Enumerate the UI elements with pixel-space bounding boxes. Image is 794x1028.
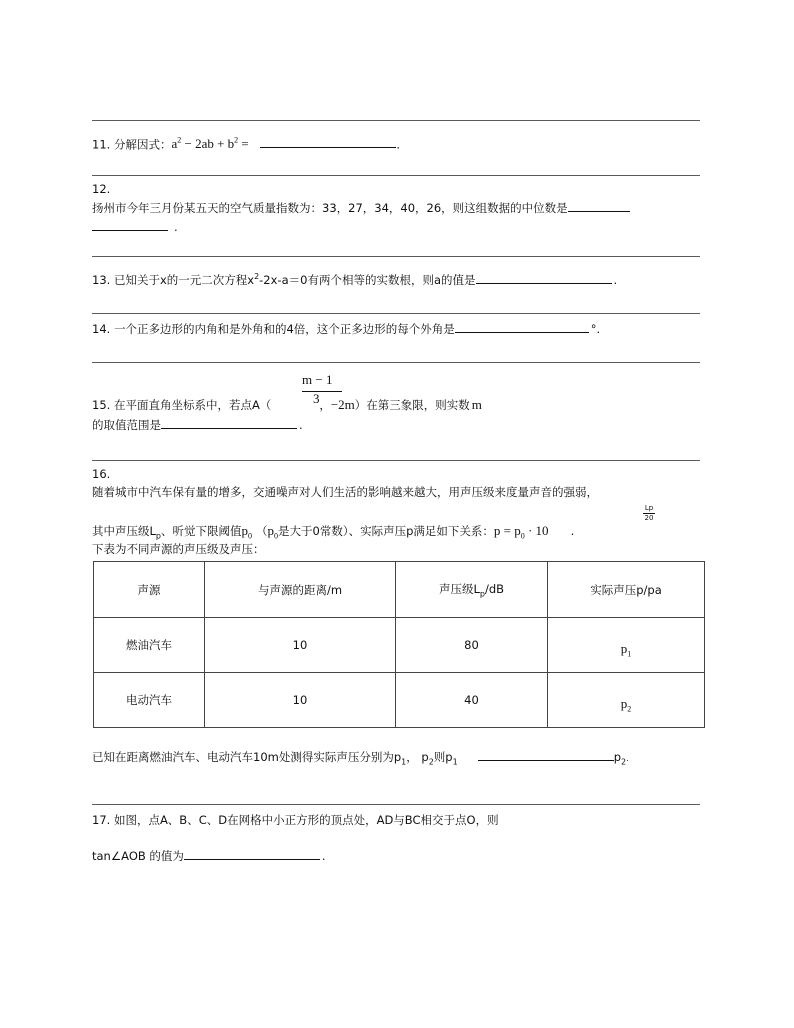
p0-symbol: $p_0$ bbox=[241, 523, 252, 541]
question-12-number: 12. bbox=[92, 182, 111, 196]
divider bbox=[92, 175, 700, 176]
question-15-continued: 的取值范围是 . bbox=[92, 418, 303, 432]
answer-blank[interactable] bbox=[161, 416, 297, 429]
answer-blank[interactable] bbox=[478, 748, 614, 761]
answer-blank[interactable] bbox=[455, 320, 589, 333]
table-header: 实际声压p/pa bbox=[548, 562, 705, 618]
fraction-denominator: 3 bbox=[313, 391, 320, 406]
divider bbox=[92, 362, 700, 363]
table-cell: 10 bbox=[205, 618, 396, 673]
question-text: 11. 分解因式： bbox=[92, 137, 172, 152]
table-cell: 电动汽车 bbox=[94, 673, 205, 728]
answer-blank[interactable] bbox=[92, 218, 168, 231]
answer-blank[interactable] bbox=[568, 199, 630, 212]
divider bbox=[92, 460, 700, 461]
question-12 bbox=[92, 199, 630, 216]
question-12-continued: . bbox=[92, 218, 178, 235]
divider bbox=[92, 804, 700, 805]
answer-blank[interactable] bbox=[260, 135, 396, 148]
question-16-line3: 下表为不同声源的声压级及声压： bbox=[92, 542, 265, 556]
sound-table bbox=[93, 561, 705, 728]
divider bbox=[92, 120, 700, 121]
question-15: 15. 在平面直角坐标系中，若点A（ ，−2m）在第三象限，则实数 m bbox=[92, 397, 482, 412]
formula: $p = p_0 \cdot 10$ bbox=[493, 523, 549, 541]
formula-exponent: Lp 20 bbox=[644, 504, 654, 522]
math-equation: $x^2-2x-a=0$ bbox=[247, 272, 308, 287]
math-expression: $a^2 - 2ab + b^2$ = bbox=[171, 136, 249, 152]
question-14: 14. 一个正多边形的内角和是外角和的4倍，这个正多边形的每个外角是 °. bbox=[92, 322, 601, 336]
table-header: 声压级$L_p/dB$ bbox=[396, 562, 548, 618]
question-16-line1: 随着城市中汽车保有量的增多，交通噪声对人们生活的影响越来越大，用声压级来度量声音的强弱， bbox=[92, 485, 598, 499]
answer-blank[interactable] bbox=[184, 847, 320, 860]
table-row bbox=[94, 618, 705, 673]
table-cell: 80 bbox=[396, 618, 548, 673]
question-16-number: 16. bbox=[92, 467, 111, 481]
question-16-line2: 其中声压级$L_p$、听觉下限阈值$p_0$ （$p_0$是大于0常数）、实际声压p满足如下关系：$p = p_0 \cdot 10$ . bbox=[92, 523, 575, 541]
table-cell: $p_1$ bbox=[548, 618, 705, 673]
table-header: 声源 bbox=[94, 562, 205, 618]
question-11: 11. 分解因式：$a^2 - 2ab + b^2$ = . bbox=[92, 136, 401, 152]
question-17: 17. 如图，点A、B、C、D在网格中小正方形的顶点处，AD与BC相交于点O，则 bbox=[92, 813, 499, 827]
question-17-continued: tan∠AOB 的值为 . bbox=[92, 849, 326, 863]
table-cell: 燃油汽车 bbox=[94, 618, 205, 673]
divider bbox=[92, 256, 700, 257]
question-13: 13. 已知关于x的一元二次方程$x^2-2x-a=0$有两个相等的实数根，则a的值是 . bbox=[92, 272, 618, 287]
table-cell: 40 bbox=[396, 673, 548, 728]
fraction-numerator: m − 1 bbox=[302, 372, 333, 387]
table-cell: 10 bbox=[205, 673, 396, 728]
table-header: 与声源的距离/m bbox=[205, 562, 396, 618]
table-row bbox=[94, 673, 705, 728]
divider bbox=[92, 313, 700, 314]
question-16-answer-line: 已知在距离燃油汽车、电动汽车10m处测得实际声压分别为$p_1$， $p_2$则$p_1$ $p_2$. bbox=[92, 750, 629, 767]
table-cell: $p_2$ bbox=[548, 673, 705, 728]
question-text: 扬州市今年三月份某五天的空气质量指数为：33，27，34，40，26，则这组数据的中位数是 bbox=[92, 201, 568, 215]
table-header-row bbox=[94, 562, 705, 618]
fraction-bar bbox=[302, 391, 342, 392]
answer-blank[interactable] bbox=[476, 271, 612, 284]
